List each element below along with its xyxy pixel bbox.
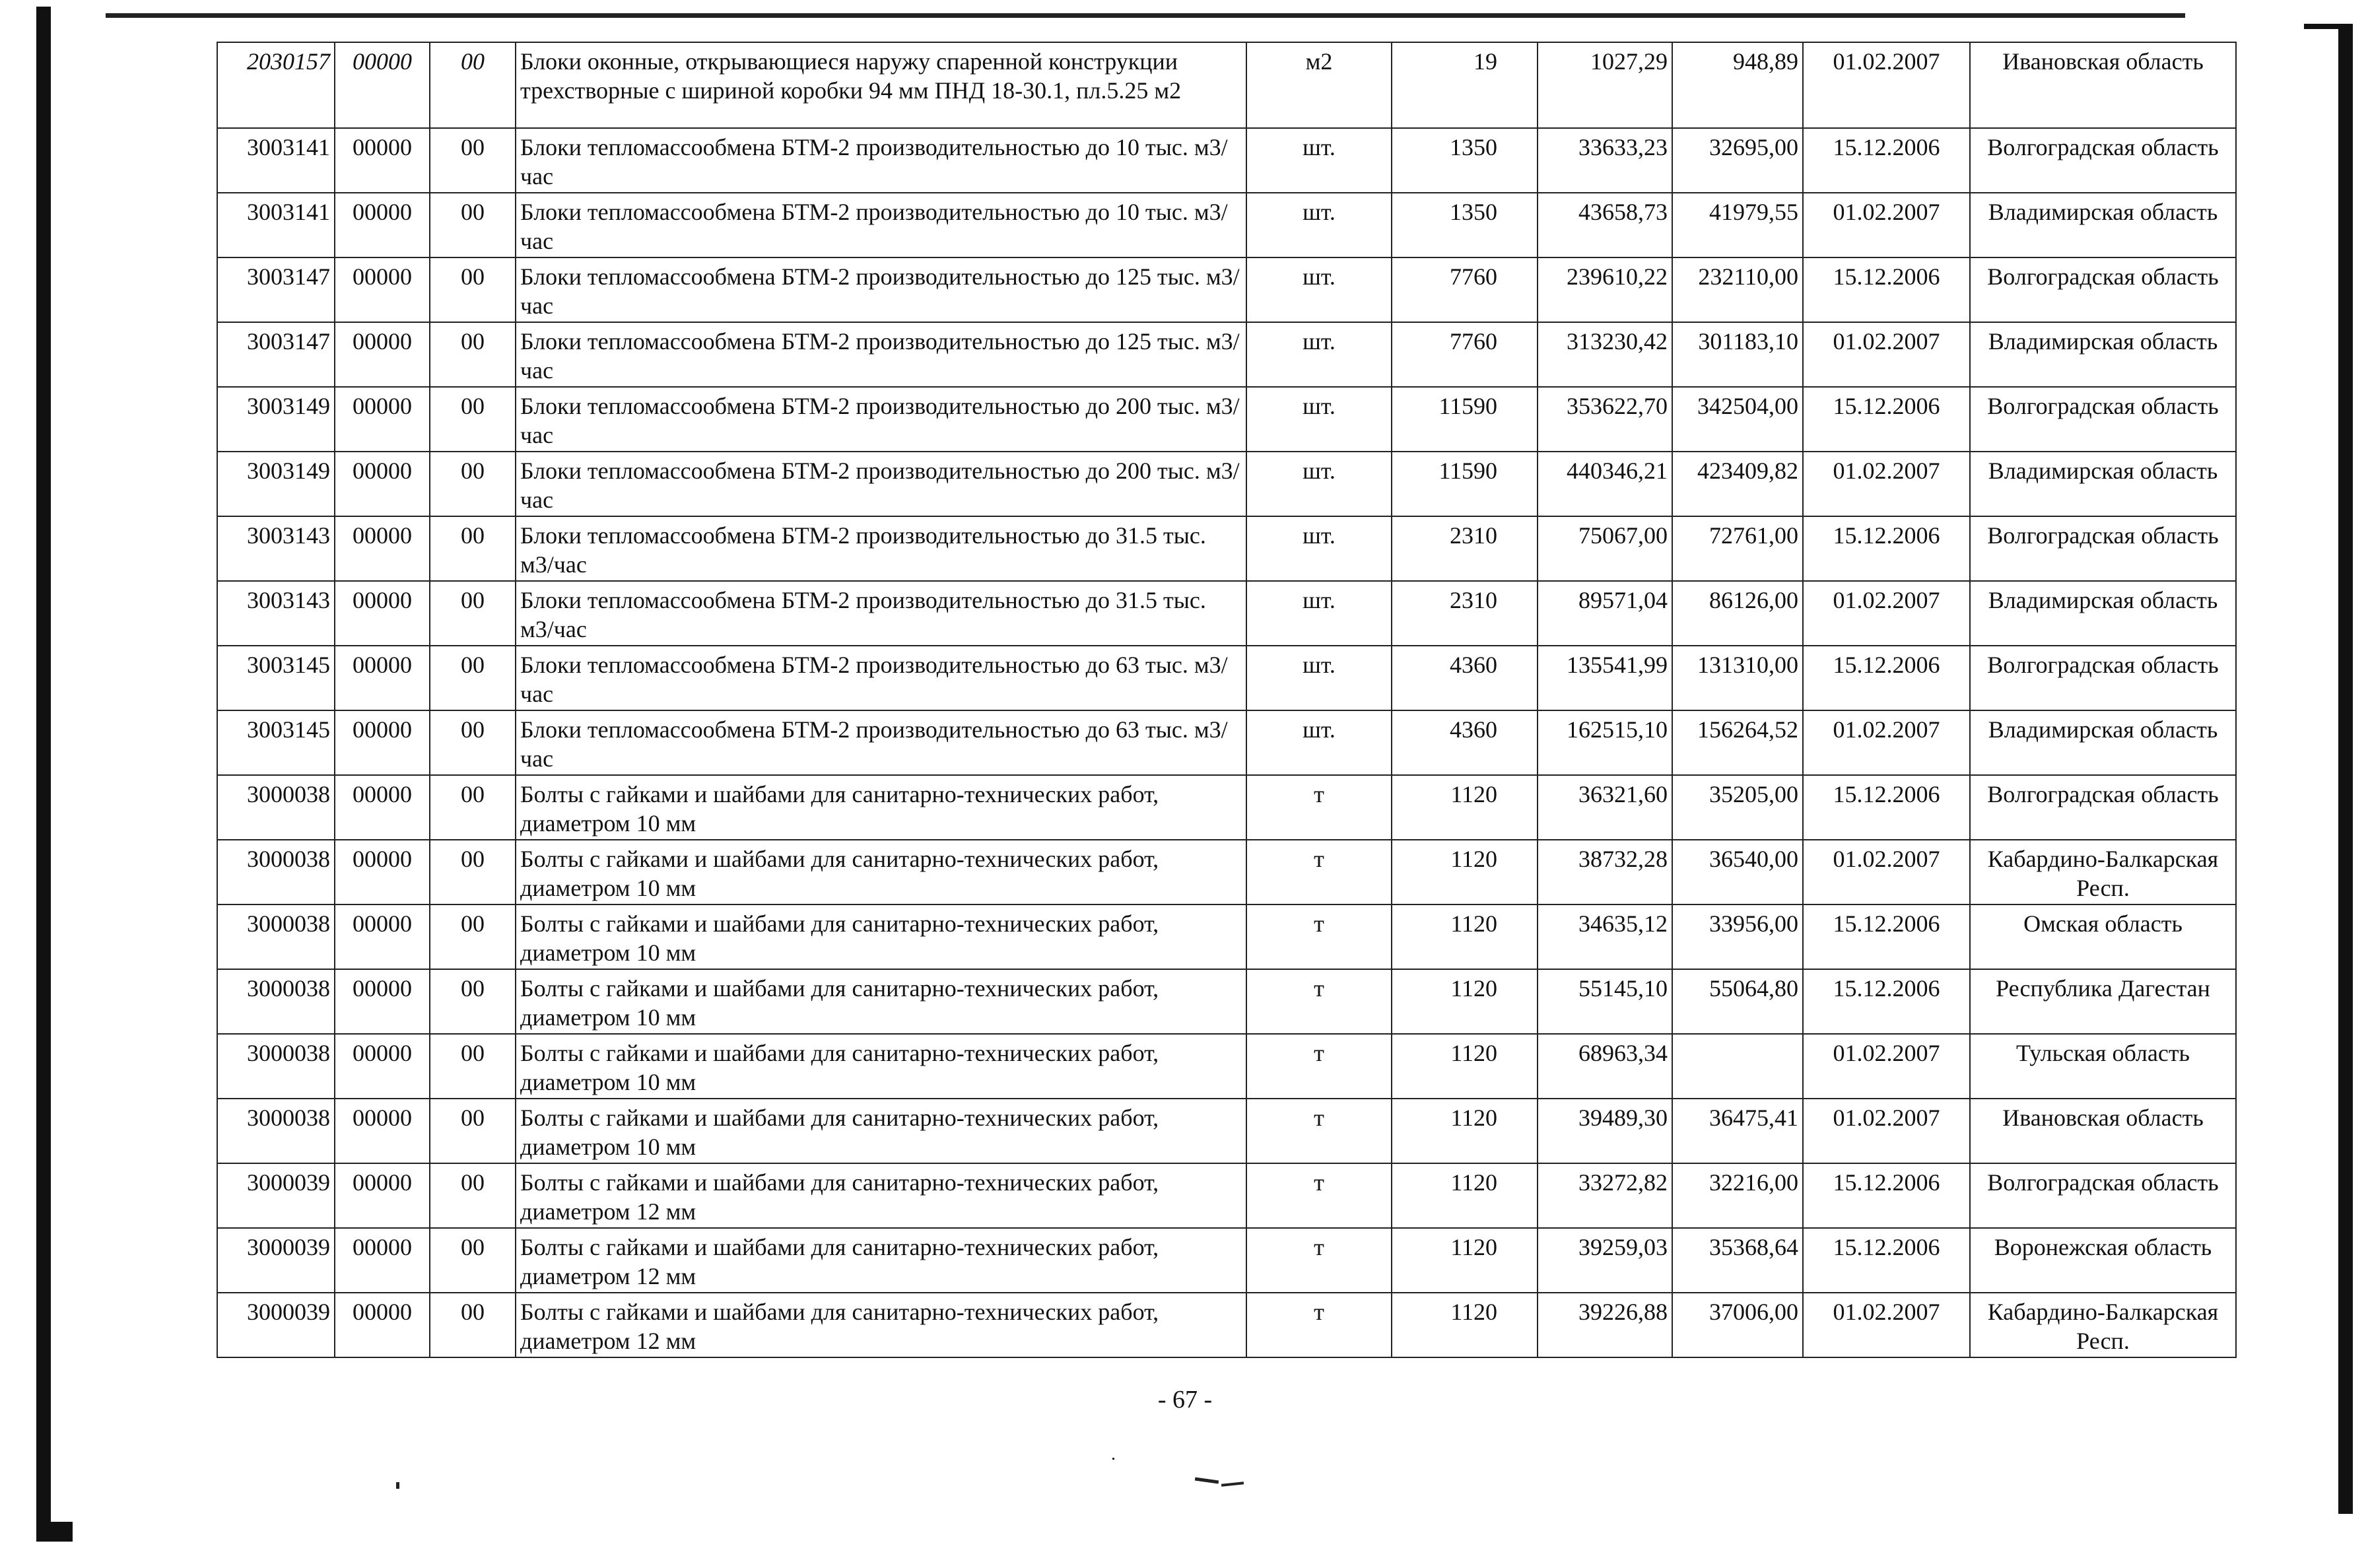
cell-price [1672,1034,1803,1099]
cell-region: Владимирская область [1970,322,2236,387]
cell-quantity: 2310 [1392,581,1538,646]
cell-quantity: 1120 [1392,775,1538,840]
table-row [217,516,2236,581]
page-number: - 67 - [1157,1386,1213,1414]
table-row [217,42,2236,128]
scan-edge-top [106,13,2185,18]
cell-quantity: 4360 [1392,710,1538,775]
cell-resource-code: 3003141 [217,193,335,257]
cell-unit: шт. [1246,581,1392,646]
cell-price: 72761,00 [1672,516,1803,581]
cell-version: 00 [430,646,516,710]
cell-version: 00 [430,1034,516,1099]
cell-quantity: 1350 [1392,193,1538,257]
cell-resource-code: 3003147 [217,322,335,387]
cell-description: Болты с гайками и шайбами для санитарно-технических работ, диаметром 10 мм [516,1034,1246,1099]
cell-sub-code: 00000 [335,387,430,452]
cell-price: 948,89 [1672,42,1803,128]
cell-sub-code: 00000 [335,1228,430,1293]
cell-resource-code: 3000038 [217,775,335,840]
cell-sub-code: 00000 [335,42,430,128]
cell-resource-code: 3000039 [217,1228,335,1293]
cell-sub-code: 00000 [335,969,430,1034]
cell-region: Тульская область [1970,1034,2236,1099]
cell-region: Омская область [1970,904,2236,969]
cell-price-with-vat: 313230,42 [1538,322,1672,387]
cell-version: 00 [430,581,516,646]
table-row [217,904,2236,969]
table-row [217,1228,2236,1293]
cell-unit: шт. [1246,710,1392,775]
cell-unit: т [1246,775,1392,840]
cell-resource-code: 3000038 [217,1034,335,1099]
cell-quantity: 11590 [1392,387,1538,452]
table-row [217,257,2236,322]
cell-region: Кабардино-Балкарская Респ. [1970,1293,2236,1357]
cell-price-with-vat: 135541,99 [1538,646,1672,710]
cell-description: Болты с гайками и шайбами для санитарно-технических работ, диаметром 12 мм [516,1228,1246,1293]
cell-price: 131310,00 [1672,646,1803,710]
table-row [217,1099,2236,1163]
cell-resource-code: 3000038 [217,904,335,969]
cell-region: Волгоградская область [1970,646,2236,710]
cell-date: 15.12.2006 [1803,1228,1970,1293]
cell-price-with-vat: 440346,21 [1538,452,1672,516]
cell-sub-code: 00000 [335,257,430,322]
cell-date: 01.02.2007 [1803,193,1970,257]
price-table [217,42,2237,1358]
cell-description: Болты с гайками и шайбами для санитарно-технических работ, диаметром 10 мм [516,1099,1246,1163]
cell-sub-code: 00000 [335,1034,430,1099]
cell-quantity: 19 [1392,42,1538,128]
cell-price-with-vat: 33272,82 [1538,1163,1672,1228]
cell-region: Владимирская область [1970,581,2236,646]
cell-resource-code: 3003149 [217,452,335,516]
cell-price: 32695,00 [1672,128,1803,193]
table-row [217,1034,2236,1099]
cell-date: 15.12.2006 [1803,1163,1970,1228]
table-row [217,387,2236,452]
cell-quantity: 1350 [1392,128,1538,193]
cell-region: Волгоградская область [1970,387,2236,452]
cell-quantity: 7760 [1392,322,1538,387]
cell-region: Волгоградская область [1970,128,2236,193]
cell-unit: шт. [1246,322,1392,387]
cell-quantity: 1120 [1392,969,1538,1034]
cell-description: Блоки тепломассообмена БТМ-2 производительностью до 125 тыс. м3/час [516,257,1246,322]
cell-sub-code: 00000 [335,1293,430,1357]
scan-speck [1112,1458,1114,1460]
cell-description: Болты с гайками и шайбами для санитарно-технических работ, диаметром 12 мм [516,1293,1246,1357]
cell-quantity: 2310 [1392,516,1538,581]
cell-region: Волгоградская область [1970,775,2236,840]
cell-quantity: 4360 [1392,646,1538,710]
cell-sub-code: 00000 [335,516,430,581]
cell-description: Болты с гайками и шайбами для санитарно-технических работ, диаметром 10 мм [516,775,1246,840]
cell-version: 00 [430,1099,516,1163]
cell-price-with-vat: 36321,60 [1538,775,1672,840]
cell-price: 342504,00 [1672,387,1803,452]
cell-description: Блоки тепломассообмена БТМ-2 производительностью до 10 тыс. м3/час [516,128,1246,193]
cell-description: Болты с гайками и шайбами для санитарно-технических работ, диаметром 12 мм [516,1163,1246,1228]
cell-price: 32216,00 [1672,1163,1803,1228]
table-row [217,775,2236,840]
cell-date: 15.12.2006 [1803,646,1970,710]
cell-date: 15.12.2006 [1803,257,1970,322]
cell-version: 00 [430,1293,516,1357]
cell-unit: т [1246,840,1392,904]
cell-quantity: 11590 [1392,452,1538,516]
cell-price: 36540,00 [1672,840,1803,904]
cell-resource-code: 3003149 [217,387,335,452]
cell-price-with-vat: 39489,30 [1538,1099,1672,1163]
cell-region: Ивановская область [1970,1099,2236,1163]
cell-price: 41979,55 [1672,193,1803,257]
cell-version: 00 [430,775,516,840]
cell-price-with-vat: 39226,88 [1538,1293,1672,1357]
cell-version: 00 [430,42,516,128]
cell-resource-code: 3003143 [217,581,335,646]
table-row [217,128,2236,193]
cell-price-with-vat: 75067,00 [1538,516,1672,581]
cell-description: Болты с гайками и шайбами для санитарно-технических работ, диаметром 10 мм [516,904,1246,969]
cell-description: Болты с гайками и шайбами для санитарно-технических работ, диаметром 10 мм [516,969,1246,1034]
cell-sub-code: 00000 [335,128,430,193]
cell-version: 00 [430,322,516,387]
cell-description: Блоки тепломассообмена БТМ-2 производительностью до 125 тыс. м3/час [516,322,1246,387]
cell-sub-code: 00000 [335,710,430,775]
cell-sub-code: 00000 [335,1163,430,1228]
cell-version: 00 [430,1228,516,1293]
cell-price: 33956,00 [1672,904,1803,969]
cell-region: Волгоградская область [1970,1163,2236,1228]
table-row [217,322,2236,387]
cell-version: 00 [430,257,516,322]
cell-date: 15.12.2006 [1803,387,1970,452]
cell-price-with-vat: 89571,04 [1538,581,1672,646]
cell-version: 00 [430,710,516,775]
cell-price-with-vat: 33633,23 [1538,128,1672,193]
cell-price-with-vat: 162515,10 [1538,710,1672,775]
cell-unit: т [1246,1163,1392,1228]
cell-region: Ивановская область [1970,42,2236,128]
cell-version: 00 [430,516,516,581]
cell-sub-code: 00000 [335,1099,430,1163]
cell-price-with-vat: 55145,10 [1538,969,1672,1034]
cell-description: Блоки тепломассообмена БТМ-2 производительностью до 63 тыс. м3/час [516,710,1246,775]
cell-date: 01.02.2007 [1803,1293,1970,1357]
cell-description: Блоки тепломассообмена БТМ-2 производительностью до 10 тыс. м3/час [516,193,1246,257]
cell-sub-code: 00000 [335,581,430,646]
cell-version: 00 [430,128,516,193]
cell-region: Владимирская область [1970,710,2236,775]
cell-price-with-vat: 39259,03 [1538,1228,1672,1293]
cell-unit: т [1246,1228,1392,1293]
cell-price: 55064,80 [1672,969,1803,1034]
cell-description: Блоки тепломассообмена БТМ-2 производительностью до 31.5 тыс. м3/час [516,516,1246,581]
cell-quantity: 1120 [1392,1034,1538,1099]
cell-quantity: 1120 [1392,1099,1538,1163]
cell-quantity: 7760 [1392,257,1538,322]
cell-price: 86126,00 [1672,581,1803,646]
cell-version: 00 [430,969,516,1034]
cell-date: 01.02.2007 [1803,1099,1970,1163]
table-row [217,1163,2236,1228]
table-row [217,969,2236,1034]
cell-region: Кабардино-Балкарская Респ. [1970,840,2236,904]
cell-price: 35205,00 [1672,775,1803,840]
scan-edge-left-bottom [36,1522,73,1542]
cell-price-with-vat: 1027,29 [1538,42,1672,128]
table-row [217,452,2236,516]
cell-quantity: 1120 [1392,1228,1538,1293]
cell-version: 00 [430,193,516,257]
cell-price: 37006,00 [1672,1293,1803,1357]
table-body [217,42,2236,1357]
cell-unit: т [1246,1293,1392,1357]
cell-resource-code: 3003141 [217,128,335,193]
cell-sub-code: 00000 [335,646,430,710]
scan-speck [396,1482,399,1489]
cell-description: Болты с гайками и шайбами для санитарно-технических работ, диаметром 10 мм [516,840,1246,904]
cell-price-with-vat: 38732,28 [1538,840,1672,904]
scan-speck [1221,1482,1244,1487]
cell-date: 01.02.2007 [1803,1034,1970,1099]
cell-price: 423409,82 [1672,452,1803,516]
cell-date: 15.12.2006 [1803,516,1970,581]
cell-unit: шт. [1246,193,1392,257]
cell-region: Волгоградская область [1970,516,2236,581]
cell-unit: т [1246,1099,1392,1163]
cell-date: 15.12.2006 [1803,969,1970,1034]
cell-resource-code: 3000038 [217,1099,335,1163]
cell-resource-code: 3000039 [217,1163,335,1228]
cell-description: Блоки тепломассообмена БТМ-2 производительностью до 200 тыс. м3/час [516,452,1246,516]
cell-unit: шт. [1246,128,1392,193]
cell-region: Владимирская область [1970,452,2236,516]
cell-price-with-vat: 68963,34 [1538,1034,1672,1099]
cell-sub-code: 00000 [335,452,430,516]
scan-speck [1195,1478,1219,1484]
cell-date: 01.02.2007 [1803,42,1970,128]
cell-price-with-vat: 353622,70 [1538,387,1672,452]
cell-price: 36475,41 [1672,1099,1803,1163]
cell-price: 301183,10 [1672,322,1803,387]
table-row [217,840,2236,904]
cell-resource-code: 3000039 [217,1293,335,1357]
cell-resource-code: 3003143 [217,516,335,581]
cell-description: Блоки тепломассообмена БТМ-2 производительностью до 63 тыс. м3/час [516,646,1246,710]
cell-date: 01.02.2007 [1803,710,1970,775]
cell-sub-code: 00000 [335,775,430,840]
cell-version: 00 [430,840,516,904]
cell-version: 00 [430,452,516,516]
cell-date: 15.12.2006 [1803,904,1970,969]
scan-edge-left [36,7,51,1542]
cell-price-with-vat: 34635,12 [1538,904,1672,969]
scan-edge-right [2338,25,2353,1514]
table-row [217,1293,2236,1357]
cell-price: 156264,52 [1672,710,1803,775]
cell-date: 15.12.2006 [1803,128,1970,193]
cell-resource-code: 3003147 [217,257,335,322]
cell-date: 01.02.2007 [1803,452,1970,516]
cell-region: Волгоградская область [1970,257,2236,322]
cell-resource-code: 3003145 [217,646,335,710]
cell-unit: шт. [1246,516,1392,581]
cell-date: 01.02.2007 [1803,581,1970,646]
cell-unit: шт. [1246,646,1392,710]
cell-sub-code: 00000 [335,840,430,904]
table-row [217,193,2236,257]
cell-quantity: 1120 [1392,904,1538,969]
cell-date: 01.02.2007 [1803,840,1970,904]
cell-price: 35368,64 [1672,1228,1803,1293]
cell-sub-code: 00000 [335,193,430,257]
cell-version: 00 [430,904,516,969]
cell-unit: шт. [1246,452,1392,516]
cell-date: 01.02.2007 [1803,322,1970,387]
cell-price: 232110,00 [1672,257,1803,322]
cell-description: Блоки тепломассообмена БТМ-2 производительностью до 200 тыс. м3/час [516,387,1246,452]
cell-resource-code: 3003145 [217,710,335,775]
cell-unit: т [1246,904,1392,969]
cell-resource-code: 3000038 [217,969,335,1034]
cell-region: Владимирская область [1970,193,2236,257]
cell-region: Воронежская область [1970,1228,2236,1293]
cell-quantity: 1120 [1392,1293,1538,1357]
cell-description: Блоки оконные, открывающиеся наружу спаренной конструкции трехстворные с шириной коробки 94 мм ПНД 18-30.1, пл.5.25 м2 [516,42,1246,128]
table-row [217,581,2236,646]
cell-unit: м2 [1246,42,1392,128]
cell-version: 00 [430,387,516,452]
cell-sub-code: 00000 [335,904,430,969]
cell-sub-code: 00000 [335,322,430,387]
cell-unit: шт. [1246,257,1392,322]
table-row [217,646,2236,710]
cell-region: Республика Дагестан [1970,969,2236,1034]
cell-unit: т [1246,969,1392,1034]
cell-quantity: 1120 [1392,1163,1538,1228]
cell-description: Блоки тепломассообмена БТМ-2 производительностью до 31.5 тыс. м3/час [516,581,1246,646]
cell-price-with-vat: 239610,22 [1538,257,1672,322]
cell-unit: т [1246,1034,1392,1099]
cell-resource-code: 2030157 [217,42,335,128]
cell-date: 15.12.2006 [1803,775,1970,840]
cell-resource-code: 3000038 [217,840,335,904]
cell-price-with-vat: 43658,73 [1538,193,1672,257]
table-row [217,710,2236,775]
cell-quantity: 1120 [1392,840,1538,904]
cell-version: 00 [430,1163,516,1228]
cell-unit: шт. [1246,387,1392,452]
